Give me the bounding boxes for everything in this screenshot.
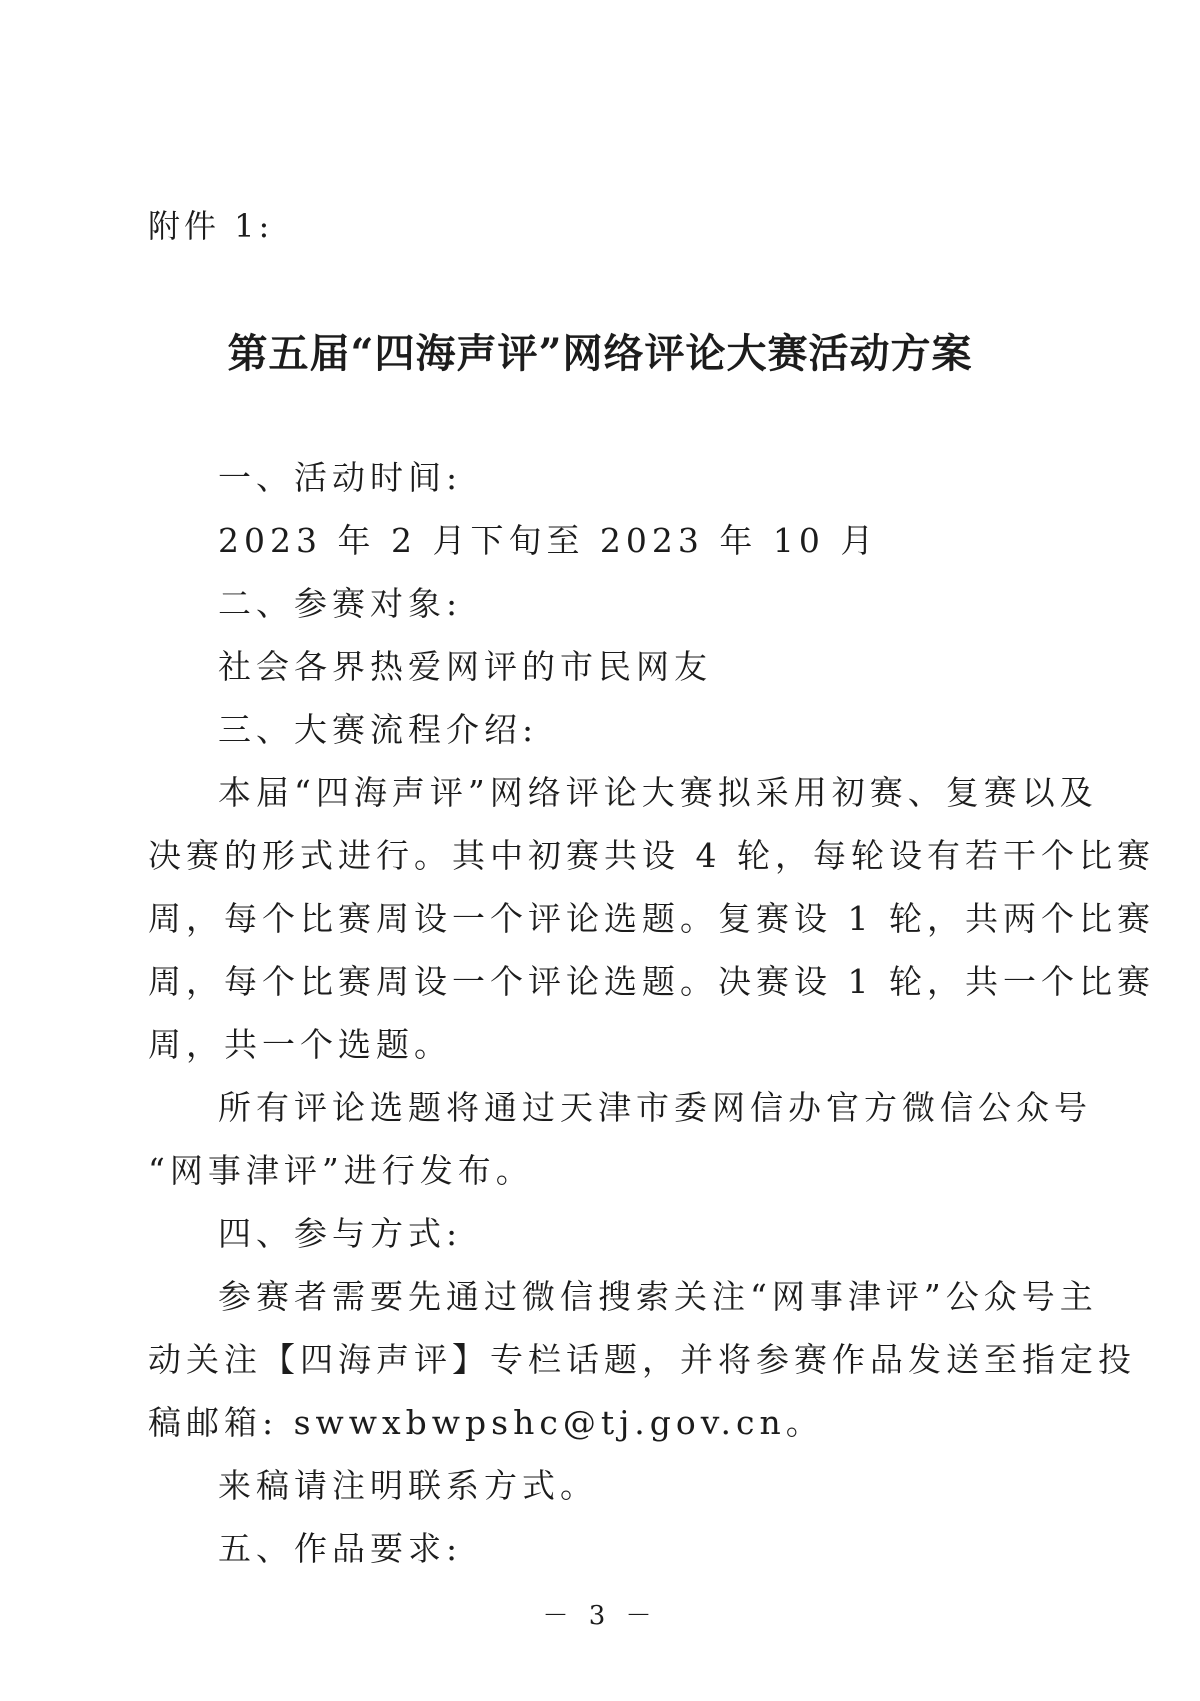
- publish-paragraph-line: 所有评论选题将通过天津市委网信办官方微信公众号: [218, 1088, 1092, 1127]
- publish-paragraph-line: “网事津评”进行发布。: [148, 1151, 534, 1190]
- process-paragraph-line: 决赛的形式进行。其中初赛共设 4 轮，每轮设有若干个比赛: [148, 836, 1155, 875]
- heading-participants: 二、参赛对象:: [218, 584, 463, 623]
- attachment-label: 附件 1:: [148, 207, 274, 245]
- process-paragraph-line: 周，每个比赛周设一个评论选题。决赛设 1 轮，共一个比赛: [148, 962, 1155, 1001]
- heading-process: 三、大赛流程介绍:: [218, 710, 539, 749]
- heading-requirements: 五、作品要求:: [218, 1529, 463, 1568]
- document-body: [148, 446, 1155, 1580]
- submission-email-line: 稿邮箱: swwxbwpshc@tj.gov.cn。: [148, 1403, 824, 1442]
- participants-text: 社会各界热爱网评的市民网友: [218, 647, 712, 686]
- activity-time-text: 2023 年 2 月下旬至 2023 年 10 月: [218, 521, 879, 560]
- heading-participation: 四、参与方式:: [218, 1214, 463, 1253]
- document-title: 第五届“四海声评”网络评论大赛活动方案: [227, 330, 973, 377]
- process-paragraph-line: 周，共一个选题。: [148, 1025, 452, 1064]
- heading-activity-time: 一、活动时间:: [218, 458, 463, 497]
- participation-paragraph-line: 参赛者需要先通过微信搜索关注“网事津评”公众号主: [218, 1277, 1098, 1316]
- contact-note: 来稿请注明联系方式。: [218, 1466, 598, 1505]
- process-paragraph-line: 周，每个比赛周设一个评论选题。复赛设 1 轮，共两个比赛: [148, 899, 1155, 938]
- page-number: － 3 －: [542, 1601, 658, 1631]
- process-paragraph-line: 本届“四海声评”网络评论大赛拟采用初赛、复赛以及: [218, 773, 1098, 812]
- participation-paragraph-line: 动关注【四海声评】专栏话题，并将参赛作品发送至指定投: [148, 1340, 1136, 1379]
